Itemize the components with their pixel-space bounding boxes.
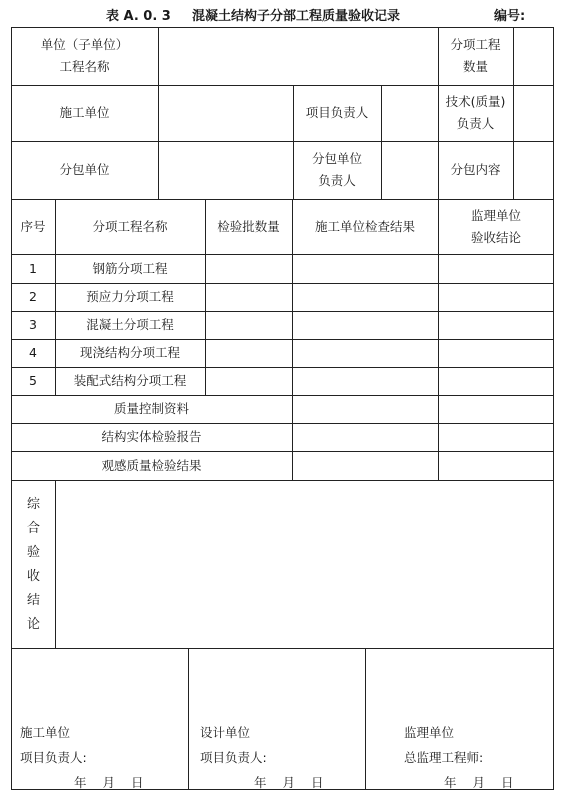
signature-design-unit: 设计单位 — [200, 725, 251, 740]
check-structural-inspection-report: 结构实体检验报告 — [101, 429, 202, 444]
tech-leader-label-line1: 技术(质量) — [445, 94, 506, 109]
date-day: 日 — [311, 775, 324, 790]
conclusion-char-3: 验 — [26, 545, 40, 560]
date-month: 月 — [472, 775, 486, 790]
construction-unit-field[interactable] — [158, 85, 293, 141]
subcontract-leader-label-line1: 分包单位 — [311, 151, 362, 166]
subcontract-content-field[interactable] — [513, 141, 554, 199]
conclusion-field[interactable] — [55, 480, 554, 648]
rule-v-sig1 — [188, 648, 189, 790]
signature-construction — [20, 720, 185, 795]
conclusion-char-2: 合 — [26, 521, 40, 536]
sub-item-count-field[interactable] — [513, 27, 554, 85]
check-quality-control-docs: 质量控制资料 — [113, 401, 189, 416]
col-header-supervisor — [438, 199, 554, 254]
row-4-name: 现浇结构分项工程 — [79, 345, 180, 360]
signature-supervision-date — [378, 770, 548, 795]
conclusion-label — [12, 482, 55, 648]
rule-h-conclusion — [11, 648, 554, 649]
col-header-batch-count: 检验批数量 — [217, 218, 280, 234]
col-header-supervisor-line2: 验收结论 — [470, 229, 521, 245]
signature-construction-person: 项目负责人: — [20, 750, 87, 765]
rule-v-sig2 — [365, 648, 366, 790]
tech-leader-field[interactable] — [513, 85, 554, 141]
col-header-seq: 序号 — [20, 218, 46, 234]
row-1-seq: 1 — [29, 260, 37, 276]
date-year: 年 — [444, 775, 457, 790]
subcontract-leader-label — [293, 141, 381, 199]
tech-leader-label-line2: 负责人 — [456, 116, 495, 131]
tech-leader-label — [438, 85, 513, 141]
conclusion-char-5: 结 — [26, 593, 40, 608]
subcontract-unit-label: 分包单位 — [59, 162, 110, 177]
row-2-seq: 2 — [29, 289, 37, 304]
subcontract-unit-field[interactable] — [158, 141, 293, 199]
construction-unit-label: 施工单位 — [59, 105, 110, 120]
row-3-name: 混凝土分项工程 — [86, 317, 174, 332]
row-2-name: 预应力分项工程 — [86, 289, 174, 304]
signature-supervision — [378, 720, 548, 795]
signature-design-date — [200, 770, 360, 795]
check-visual-quality-result: 观感质量检验结果 — [101, 457, 202, 473]
row-3-seq: 3 — [29, 317, 37, 332]
form-title: 混凝土结构子分部工程质量验收记录 — [192, 9, 401, 24]
row-4-seq: 4 — [29, 345, 37, 360]
col-header-item-name: 分项工程名称 — [92, 218, 168, 234]
subcontract-content-label: 分包内容 — [450, 162, 501, 177]
project-leader-field[interactable] — [381, 85, 438, 141]
code-label: 编号: — [494, 9, 526, 24]
form-title-line — [0, 3, 561, 25]
conclusion-char-1: 综 — [26, 497, 40, 512]
signature-supervision-unit: 监理单位 — [404, 725, 455, 740]
row-1-name: 钢筋分项工程 — [92, 260, 168, 276]
signature-construction-unit: 施工单位 — [20, 725, 71, 740]
sub-item-count-label — [438, 27, 513, 85]
signature-construction-date — [20, 770, 185, 795]
sub-item-count-label-line1: 分项工程 — [450, 37, 501, 52]
date-year: 年 — [254, 775, 267, 790]
subcontract-leader-field[interactable] — [381, 141, 438, 199]
row-5-seq: 5 — [29, 373, 37, 388]
project-name-label-line2: 工程名称 — [59, 59, 110, 74]
conclusion-char-4: 收 — [26, 569, 40, 584]
table-number: 表 A. 0. 3 — [106, 9, 171, 24]
subcontract-leader-label-line2: 负责人 — [318, 173, 356, 188]
date-year: 年 — [74, 775, 87, 790]
signature-supervision-person: 总监理工程师: — [404, 750, 484, 765]
project-name-field[interactable] — [158, 27, 438, 85]
date-day: 日 — [131, 775, 144, 790]
date-month: 月 — [282, 775, 296, 790]
row-5-name: 装配式结构分项工程 — [73, 373, 187, 388]
col-header-contractor-result: 施工单位检查结果 — [314, 218, 415, 234]
signature-design-person: 项目负责人: — [200, 750, 267, 765]
project-leader-label: 项目负责人 — [305, 105, 369, 120]
sub-item-count-label-line2: 数量 — [462, 59, 488, 74]
project-name-label — [11, 27, 158, 85]
date-month: 月 — [102, 775, 116, 790]
col-header-supervisor-line1: 监理单位 — [470, 207, 521, 223]
conclusion-char-6: 论 — [26, 617, 40, 632]
signature-design — [200, 720, 360, 795]
project-name-label-line1: 单位（子单位） — [40, 37, 129, 52]
date-day: 日 — [501, 775, 514, 790]
